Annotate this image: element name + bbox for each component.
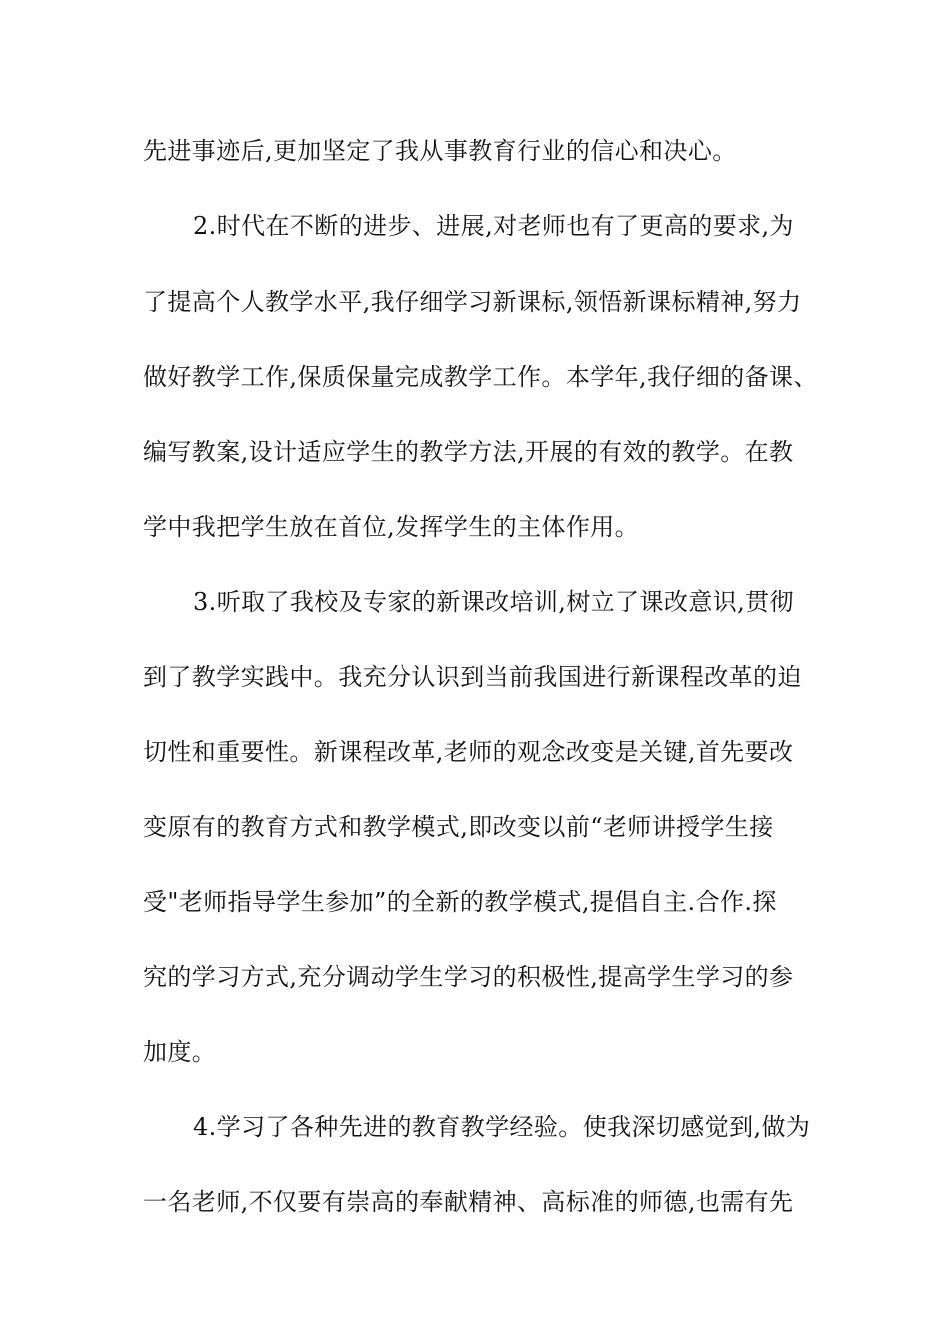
text-line: 到了教学实践中。我充分认识到当前我国进行新课程改革的迫	[143, 663, 802, 691]
text-line: 编写教案,设计适应学生的教学方法,开展的有效的教学。在教	[143, 438, 794, 466]
text-line: 究的学习方式,充分调动学生学习的积极性,提高学生学习的参	[143, 963, 794, 991]
paragraph-4-line: 4.学习了各种先进的教育教学经验。使我深切感觉到,做为	[193, 1113, 811, 1141]
text-line: 先进事迹后,更加坚定了我从事教育行业的信心和决心。	[143, 137, 737, 165]
text-line: 一名老师,不仅要有崇高的奉献精神、高标准的师德,也需有先	[143, 1188, 794, 1216]
text-line: 学中我把学生放在首位,发挥学生的主体作用。	[143, 513, 640, 541]
text-line: 受"老师指导学生参加”的全新的教学模式,提倡自主.合作.探	[143, 888, 777, 916]
text-line: 变原有的教育方式和教学模式,即改变以前“老师讲授学生接	[143, 813, 774, 841]
text-line: 切性和重要性。新课程改革,老师的观念改变是关键,首先要改	[143, 738, 794, 766]
text-line: 了提高个人教学水平,我仔细学习新课标,领悟新课标精神,努力	[143, 288, 802, 316]
paragraph-3-line: 3.听取了我校及专家的新课改培训,树立了课改意识,贯彻	[193, 588, 794, 616]
text-line: 做好教学工作,保质保量完成教学工作。本学年,我仔细的备课、	[143, 363, 818, 391]
paragraph-2-line: 2.时代在不断的进步、进展,对老师也有了更高的要求,为	[193, 212, 794, 240]
text-line: 加度。	[143, 1038, 217, 1066]
